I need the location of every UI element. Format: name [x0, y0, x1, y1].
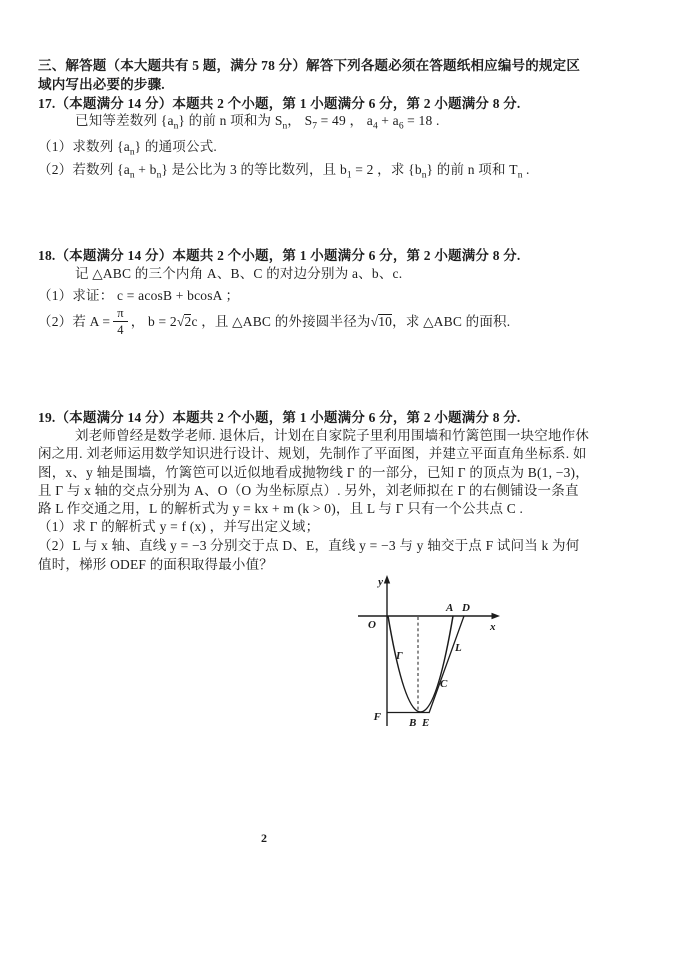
label-point-E: E [422, 717, 430, 729]
math-run: 已知等差数列 {a [75, 113, 174, 128]
label-y-axis: y [378, 576, 383, 588]
label-point-C: C [440, 678, 448, 690]
math-run: （2）若 A = [38, 314, 111, 329]
section-heading-line2: 域内写出必要的步骤. [38, 77, 165, 92]
radical [177, 313, 192, 331]
fraction-denominator: 4 [117, 323, 124, 337]
parabola-curve [388, 616, 453, 712]
subscript: n [129, 170, 135, 181]
math-run: ， S [287, 113, 313, 128]
label-point-F: F [373, 711, 381, 723]
label-line-L: L [455, 642, 462, 654]
subscript: n [517, 170, 523, 181]
subscript: 1 [346, 170, 352, 181]
radical-sign: √ [176, 314, 185, 329]
label-point-B: B [409, 717, 417, 729]
p18-question-1: （1）求证： c = acosB + bcosA ； [38, 288, 240, 303]
parabola-graph-svg [345, 574, 503, 742]
p19-body-line: 图，x、y 轴是围墙，竹篱笆可以近似地看成抛物线 Γ 的一部分，已知 Γ 的顶点为 B(1, −3)， [38, 465, 589, 480]
math-run: = 2 ，求 {b [351, 162, 422, 177]
subscript: n [282, 121, 288, 132]
subscript: n [156, 170, 162, 181]
p19-body-line: 路 L 作交通之用，L 的解析式为 y = kx + m (k > 0)，且 L 与 Γ 只有一个公共点 C . [38, 501, 524, 516]
p17-question-1 [38, 138, 217, 162]
p19-body-line: 刘老师曾经是数学老师. 退休后，计划在自家院子里利用围墙和竹篱笆围一块空地作休 [75, 428, 590, 443]
label-point-D: D [462, 602, 470, 614]
p19-body-line: 闲之用. 刘老师运用数学知识进行设计、规划，先制作了平面图，并建立平面直角坐标系. 如 [38, 446, 587, 461]
radicand: 10 [378, 314, 393, 329]
radical-sign: √ [370, 314, 379, 329]
radicand: 2 [184, 314, 192, 329]
math-run: = 49 ， a [317, 113, 373, 128]
radical [371, 313, 393, 331]
label-point-A: A [446, 602, 454, 614]
math-run: + a [377, 113, 399, 128]
p18-given: 记 △ABC 的三个内角 A、B、C 的对边分别为 a、b、c. [75, 266, 403, 281]
label-origin-O: O [368, 619, 376, 631]
subscript: 4 [372, 121, 378, 132]
subscript: n [129, 147, 135, 158]
math-run: + b [134, 162, 157, 177]
p17-question-2 [38, 161, 530, 185]
figure-parabola-graph [345, 574, 503, 742]
math-run: c ，且 △ABC 的外接圆半径为 [191, 314, 371, 329]
p18-question-2 [38, 306, 510, 338]
section-heading-line1: 三、解答题（本大题共有 5 题，满分 78 分）解答下列各题必须在答题纸相应编号的规定区 [38, 58, 581, 73]
page-number: 2 [261, 831, 267, 845]
math-run: ， b = 2 [130, 314, 177, 329]
math-run: } 是公比为 3 的等比数列，且 b [161, 162, 347, 177]
math-run: } 的前 n 项和为 S [178, 113, 283, 128]
math-run: （2）若数列 {a [38, 162, 130, 177]
subscript: 7 [312, 121, 318, 132]
subscript: 6 [398, 121, 404, 132]
p17-header: 17.（本题满分 14 分）本题共 2 个小题，第 1 小题满分 6 分，第 2 小题满分 8 分. [38, 96, 521, 111]
math-run: } 的通项公式. [134, 139, 217, 154]
math-run: = 18 . [403, 113, 440, 128]
fraction-numerator: π [113, 307, 128, 322]
label-curve-gamma: Γ [396, 650, 403, 662]
p18-header: 18.（本题满分 14 分）本题共 2 个小题，第 1 小题满分 6 分，第 2 小题满分 8 分. [38, 248, 521, 263]
p17-given [75, 112, 440, 136]
label-x-axis: x [490, 621, 496, 633]
math-run: ，求 △ABC 的面积. [392, 314, 511, 329]
subscript: n [173, 121, 179, 132]
math-run: （1）求数列 {a [38, 139, 130, 154]
x-axis-arrow-icon [492, 613, 501, 619]
fraction [113, 307, 128, 337]
y-axis-arrow-icon [384, 575, 390, 584]
line-L [429, 616, 464, 713]
p19-question-2-line1: （2）L 与 x 轴、直线 y = −3 分别交于点 D、E，直线 y = −3 与 y 轴交于点 F 试问当 k 为何 [38, 538, 580, 553]
p19-question-1: （1）求 Γ 的解析式 y = f (x) ，并写出定义域； [38, 519, 320, 534]
math-run: } 的前 n 项和 T [426, 162, 518, 177]
p19-header: 19.（本题满分 14 分）本题共 2 个小题，第 1 小题满分 6 分，第 2 小题满分 8 分. [38, 410, 521, 425]
subscript: n [421, 170, 427, 181]
math-run: . [522, 162, 530, 177]
p19-body-line: 且 Γ 与 x 轴的交点分别为 A、O（O 为坐标原点）. 另外，刘老师拟在 Γ 的右侧铺设一条直 [38, 483, 579, 498]
p19-question-2-line2: 值时，梯形 ODEF 的面积取得最小值？ [38, 557, 274, 572]
